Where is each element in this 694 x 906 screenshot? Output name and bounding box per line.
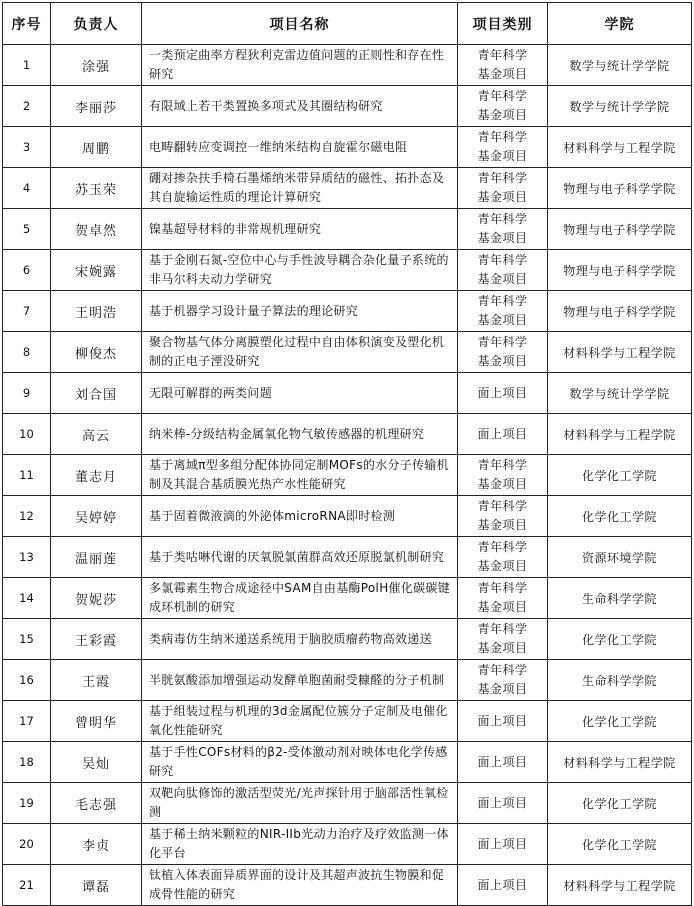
row-project-category <box>458 865 548 906</box>
row-project-category <box>458 537 548 578</box>
category-text: 青年科学基金项目 <box>477 458 528 491</box>
row-leader: 王霞 <box>51 660 142 701</box>
category-text: 面上项目 <box>477 713 528 728</box>
row-serial: 8 <box>3 332 51 373</box>
row-project-name: 电畴翻转应变调控一维纳米结构自旋霍尔磁电阻 <box>142 127 458 168</box>
row-college: 数学与统计学学院 <box>548 45 692 86</box>
table-row <box>3 660 692 701</box>
category-text: 青年科学基金项目 <box>477 335 528 368</box>
table-row <box>3 496 692 537</box>
category-text: 青年科学基金项目 <box>477 663 528 696</box>
row-college: 物理与电子科学学院 <box>548 168 692 209</box>
header-college: 学院 <box>548 3 692 45</box>
row-college: 化学化工学院 <box>548 824 692 865</box>
row-project-category <box>458 783 548 824</box>
row-project-name: 基于稀土纳米颗粒的NIR-IIb光动力治疗及疗效监测一体化平台 <box>142 824 458 865</box>
category-text: 青年科学基金项目 <box>477 89 528 122</box>
row-serial: 15 <box>3 619 51 660</box>
row-college: 数学与统计学学院 <box>548 86 692 127</box>
row-project-category <box>458 742 548 783</box>
category-text: 面上项目 <box>477 836 528 851</box>
row-college: 物理与电子科学学院 <box>548 250 692 291</box>
row-project-category <box>458 168 548 209</box>
row-project-name: 多氯霉素生物合成途径中SAM自由基酶PolH催化碳碳键成环机制的研究 <box>142 578 458 619</box>
table-row <box>3 332 692 373</box>
row-project-name: 纳米棒-分级结构金属氧化物气敏传感器的机理研究 <box>142 414 458 455</box>
row-project-name: 镍基超导材料的非常规机理研究 <box>142 209 458 250</box>
row-project-name: 无限可解群的两类问题 <box>142 373 458 414</box>
table-row <box>3 783 692 824</box>
row-project-category <box>458 332 548 373</box>
table-body <box>3 45 692 906</box>
row-project-category <box>458 619 548 660</box>
row-serial: 3 <box>3 127 51 168</box>
row-leader: 涂强 <box>51 45 142 86</box>
row-serial: 17 <box>3 701 51 742</box>
row-serial: 2 <box>3 86 51 127</box>
row-college: 生命科学学院 <box>548 660 692 701</box>
project-table <box>2 2 692 906</box>
row-project-name: 基于固着微液滴的外泌体microRNA即时检测 <box>142 496 458 537</box>
row-serial: 18 <box>3 742 51 783</box>
category-text: 青年科学基金项目 <box>477 622 528 655</box>
row-college: 化学化工学院 <box>548 455 692 496</box>
row-leader: 李丽莎 <box>51 86 142 127</box>
category-text: 青年科学基金项目 <box>477 253 528 286</box>
row-serial: 1 <box>3 45 51 86</box>
row-serial: 4 <box>3 168 51 209</box>
table-row <box>3 578 692 619</box>
table-row <box>3 865 692 906</box>
row-project-name: 类病毒仿生纳米递送系统用于脑胶质瘤药物高效递送 <box>142 619 458 660</box>
row-leader: 贺妮莎 <box>51 578 142 619</box>
row-leader: 高云 <box>51 414 142 455</box>
row-serial: 6 <box>3 250 51 291</box>
table-row <box>3 537 692 578</box>
row-project-category <box>458 209 548 250</box>
row-serial: 14 <box>3 578 51 619</box>
row-project-category <box>458 660 548 701</box>
row-college: 物理与电子科学学院 <box>548 291 692 332</box>
row-college: 材料科学与工程学院 <box>548 414 692 455</box>
row-project-category <box>458 701 548 742</box>
category-text: 青年科学基金项目 <box>477 540 528 573</box>
table-row <box>3 209 692 250</box>
row-leader: 谭磊 <box>51 865 142 906</box>
table-row <box>3 45 692 86</box>
row-project-category <box>458 824 548 865</box>
row-college: 物理与电子科学学院 <box>548 209 692 250</box>
row-serial: 16 <box>3 660 51 701</box>
table-row <box>3 291 692 332</box>
row-project-category <box>458 373 548 414</box>
row-project-name: 基于组装过程与机理的3d金属配位簇分子定制及电催化氧化性能研究 <box>142 701 458 742</box>
category-text: 面上项目 <box>477 385 528 400</box>
category-text: 面上项目 <box>477 877 528 892</box>
row-project-name: 基于机器学习设计量子算法的理论研究 <box>142 291 458 332</box>
row-college: 化学化工学院 <box>548 619 692 660</box>
row-project-name: 有限域上若干类置换多项式及其圈结构研究 <box>142 86 458 127</box>
row-project-name: 半胱氨酸添加增强运动发酵单胞菌耐受糠醛的分子机制 <box>142 660 458 701</box>
header-project-category: 项目类别 <box>458 3 548 45</box>
table-row <box>3 250 692 291</box>
row-project-category <box>458 45 548 86</box>
category-text: 青年科学基金项目 <box>477 48 528 81</box>
row-college: 资源环境学院 <box>548 537 692 578</box>
row-leader: 柳俊杰 <box>51 332 142 373</box>
row-project-category <box>458 455 548 496</box>
row-serial: 21 <box>3 865 51 906</box>
row-project-name: 基于类咕啉代谢的厌氧脱氯菌群高效还原脱氯机制研究 <box>142 537 458 578</box>
row-project-name: 硼对掺杂扶手椅石墨烯纳米带异质结的磁性、拓扑态及其自旋输运性质的理论计算研究 <box>142 168 458 209</box>
category-text: 青年科学基金项目 <box>477 499 528 532</box>
row-college: 化学化工学院 <box>548 496 692 537</box>
row-leader: 贺卓然 <box>51 209 142 250</box>
header-serial: 序号 <box>3 3 51 45</box>
category-text: 面上项目 <box>477 754 528 769</box>
row-leader: 毛志强 <box>51 783 142 824</box>
table-row <box>3 824 692 865</box>
row-college: 数学与统计学学院 <box>548 373 692 414</box>
row-serial: 13 <box>3 537 51 578</box>
row-college: 化学化工学院 <box>548 783 692 824</box>
category-text: 青年科学基金项目 <box>477 212 528 245</box>
header-row <box>3 3 692 45</box>
row-project-category <box>458 414 548 455</box>
row-project-name: 基于手性COFs材料的β2-受体激动剂对映体电化学传感研究 <box>142 742 458 783</box>
category-text: 青年科学基金项目 <box>477 581 528 614</box>
row-serial: 12 <box>3 496 51 537</box>
row-leader: 李贞 <box>51 824 142 865</box>
row-serial: 9 <box>3 373 51 414</box>
row-leader: 曾明华 <box>51 701 142 742</box>
row-project-name: 聚合物基气体分离膜塑化过程中自由体积演变及塑化机制的正电子湮没研究 <box>142 332 458 373</box>
row-project-name: 基于金刚石氮-空位中心与手性波导耦合杂化量子系统的非马尔科夫动力学研究 <box>142 250 458 291</box>
row-serial: 19 <box>3 783 51 824</box>
table-row <box>3 455 692 496</box>
row-serial: 5 <box>3 209 51 250</box>
row-leader: 王彩霞 <box>51 619 142 660</box>
row-project-name: 双靶向肽修饰的激活型荧光/光声探针用于脑部活性氧检测 <box>142 783 458 824</box>
category-text: 面上项目 <box>477 426 528 441</box>
row-leader: 王明浩 <box>51 291 142 332</box>
row-serial: 20 <box>3 824 51 865</box>
row-project-name: 一类预定曲率方程狄利克雷边值问题的正则性和存在性研究 <box>142 45 458 86</box>
row-college: 材料科学与工程学院 <box>548 742 692 783</box>
row-project-category <box>458 86 548 127</box>
row-leader: 董志月 <box>51 455 142 496</box>
table-row <box>3 86 692 127</box>
row-leader: 吴婷婷 <box>51 496 142 537</box>
row-project-category <box>458 578 548 619</box>
row-college: 生命科学学院 <box>548 578 692 619</box>
row-serial: 7 <box>3 291 51 332</box>
table-row <box>3 168 692 209</box>
row-leader: 温丽莲 <box>51 537 142 578</box>
category-text: 青年科学基金项目 <box>477 171 528 204</box>
row-college: 材料科学与工程学院 <box>548 865 692 906</box>
row-leader: 苏玉荣 <box>51 168 142 209</box>
header-leader: 负责人 <box>51 3 142 45</box>
row-leader: 刘合国 <box>51 373 142 414</box>
row-serial: 10 <box>3 414 51 455</box>
table-row <box>3 414 692 455</box>
row-project-category <box>458 250 548 291</box>
table-row <box>3 619 692 660</box>
category-text: 青年科学基金项目 <box>477 130 528 163</box>
row-project-name: 钛植入体表面异质界面的设计及其超声波抗生物膜和促成骨性能的研究 <box>142 865 458 906</box>
row-college: 材料科学与工程学院 <box>548 332 692 373</box>
category-text: 青年科学基金项目 <box>477 294 528 327</box>
category-text: 面上项目 <box>477 795 528 810</box>
row-leader: 宋婉露 <box>51 250 142 291</box>
row-project-category <box>458 291 548 332</box>
row-college: 材料科学与工程学院 <box>548 127 692 168</box>
row-leader: 周鹏 <box>51 127 142 168</box>
row-project-category <box>458 127 548 168</box>
row-serial: 11 <box>3 455 51 496</box>
header-project-name: 项目名称 <box>142 3 458 45</box>
table-row <box>3 701 692 742</box>
row-project-name: 基于离域π型多组分配体协同定制MOFs的水分子传输机制及其混合基质膜光热产水性能研究 <box>142 455 458 496</box>
row-leader: 吴灿 <box>51 742 142 783</box>
table-row <box>3 742 692 783</box>
table-row <box>3 373 692 414</box>
row-project-category <box>458 496 548 537</box>
table-row <box>3 127 692 168</box>
row-college: 化学化工学院 <box>548 701 692 742</box>
